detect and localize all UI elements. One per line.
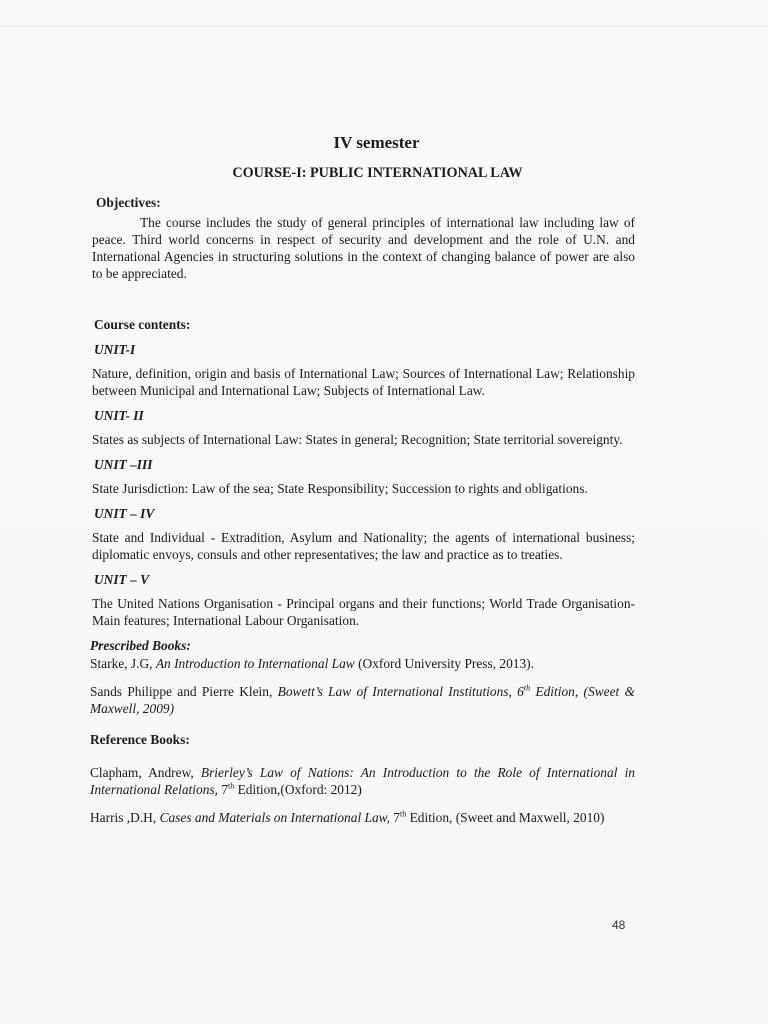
book-details: (Oxford University Press, 2013).: [358, 656, 534, 671]
reference-book-2: [90, 809, 635, 826]
objectives-text: The course includes the study of general principles of international law including law of peace. Third world concerns in respect of security and development and the role of U.N. and International Agencies in structuring solutions in the context of changing balance of power are also to be appreciated.: [92, 215, 635, 281]
semester-heading: IV semester: [333, 133, 420, 152]
course-contents-label: Course contents:: [94, 317, 191, 332]
book-details: Edition, (Sweet & Maxwell, 2009): [90, 684, 635, 716]
page-number: 48: [612, 918, 626, 932]
book-edition: 7: [393, 810, 400, 825]
unit-2-title: UNIT- II: [94, 408, 144, 423]
book-title: Bowett’s Law of International Institutions, 6: [277, 684, 524, 699]
prescribed-book-2: [90, 683, 635, 717]
edition-superscript: th: [400, 809, 407, 819]
unit-3-text: State Jurisdiction: Law of the sea; State Responsibility; Succession to rights and obligations.: [92, 481, 588, 496]
prescribed-books-label: Prescribed Books:: [90, 638, 191, 653]
unit-4-title: UNIT – IV: [94, 506, 155, 521]
book-title: Brierley’s Law of Nations: An Introduction to the Role of International in International Relations,: [90, 765, 635, 797]
unit-2-text: States as subjects of International Law: States in general; Recognition; State territorial sovereignty.: [92, 432, 623, 447]
unit-3-title: UNIT –III: [94, 457, 153, 472]
edition-superscript: th: [228, 781, 235, 791]
book-author: Clapham, Andrew,: [90, 765, 194, 780]
page-content: [90, 134, 635, 837]
edition-superscript: th: [523, 683, 531, 693]
book-author: Starke, J.G,: [90, 656, 153, 671]
unit-5-text: The United Nations Organisation - Principal organs and their functions; World Trade Organisation- Main features; International Labour Organisation.: [92, 596, 635, 628]
objectives-label: Objectives:: [96, 195, 161, 210]
reference-book-1: [90, 764, 635, 798]
book-author: Sands Philippe and Pierre Klein,: [90, 684, 273, 699]
course-title: COURSE-I: PUBLIC INTERNATIONAL LAW: [232, 165, 523, 181]
scan-edge-line: [0, 26, 768, 27]
reference-books-label: Reference Books:: [90, 732, 190, 747]
book-title: Cases and Materials on International Law,: [159, 810, 390, 825]
unit-1-title: UNIT-I: [94, 342, 136, 357]
book-details: Edition, (Sweet and Maxwell, 2010): [409, 810, 605, 825]
unit-1-text: Nature, definition, origin and basis of International Law; Sources of International Law; Relationship between Municipal and International Law; Subjects of International Law.: [92, 366, 635, 398]
book-title: An Introduction to International Law: [155, 656, 355, 671]
prescribed-book-1: [90, 655, 635, 672]
unit-4-text: State and Individual - Extradition, Asylum and Nationality; the agents of international business; diplomatic envoys, consuls and other representatives; the law and practice as to treaties.: [92, 530, 635, 562]
book-details: Edition,(Oxford: 2012): [237, 782, 362, 797]
unit-5-title: UNIT – V: [94, 572, 150, 587]
book-author: Harris ,D.H,: [90, 810, 157, 825]
book-edition: 7: [221, 782, 229, 797]
